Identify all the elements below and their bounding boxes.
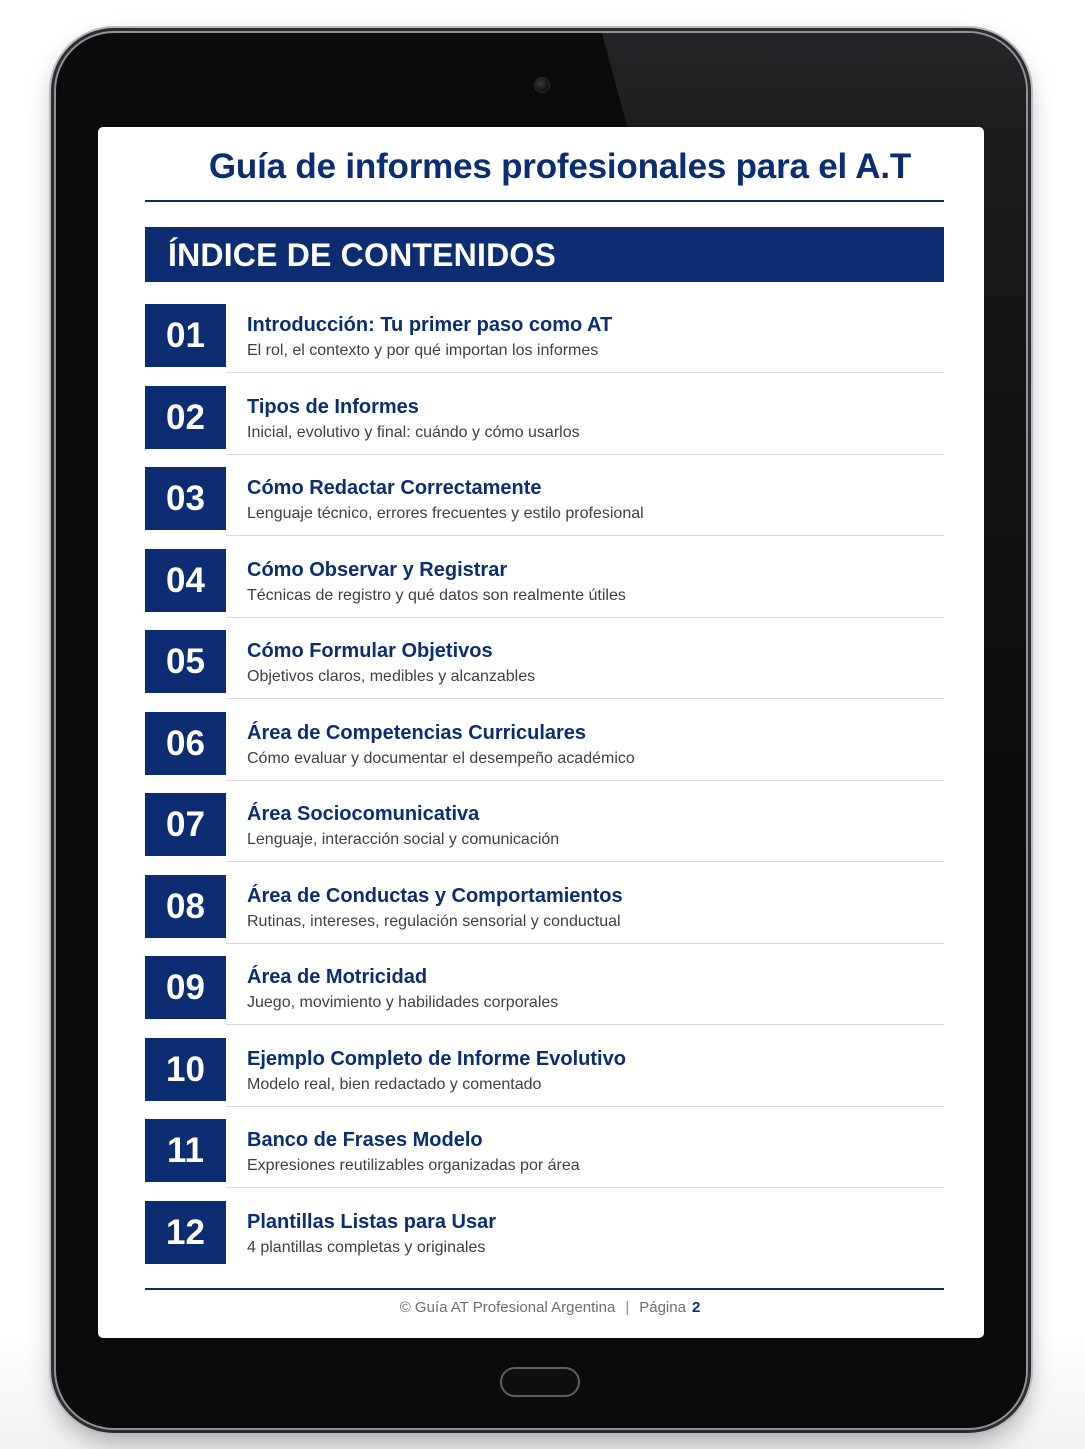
toc-number: 06	[145, 712, 226, 775]
toc-subtitle: Objetivos claros, medibles y alcanzables	[247, 668, 536, 685]
toc-subtitle: Inicial, evolutivo y final: cuándo y cómo usarlos	[247, 424, 580, 441]
row-divider	[226, 861, 944, 862]
tablet-screen[interactable]	[98, 127, 984, 1338]
toc-title[interactable]: Banco de Frases Modelo	[247, 1129, 483, 1151]
toc-title[interactable]: Cómo Redactar Correctamente	[247, 477, 542, 499]
toc-subtitle: Lenguaje técnico, errores frecuentes y estilo profesional	[247, 505, 644, 522]
toc-title[interactable]: Área Sociocomunicativa	[247, 803, 480, 825]
section-heading: ÍNDICE DE CONTENIDOS	[168, 237, 557, 273]
toc-item-09[interactable]	[145, 956, 944, 1020]
toc-subtitle: Cómo evaluar y documentar el desempeño académico	[247, 750, 635, 767]
row-divider	[226, 698, 944, 699]
toc-title[interactable]: Cómo Observar y Registrar	[247, 559, 508, 581]
toc-subtitle: 4 plantillas completas y originales	[247, 1239, 486, 1256]
toc-number: 10	[145, 1038, 226, 1101]
toc-title[interactable]: Ejemplo Completo de Informe Evolutivo	[247, 1048, 626, 1070]
tablet-frame	[56, 33, 1026, 1428]
home-button-icon[interactable]	[500, 1367, 580, 1397]
toc-title[interactable]: Cómo Formular Objetivos	[247, 640, 493, 662]
toc-item-04[interactable]	[145, 549, 944, 613]
row-divider	[226, 1187, 944, 1188]
toc-title[interactable]: Área de Conductas y Comportamientos	[247, 885, 623, 907]
toc-subtitle: Lenguaje, interacción social y comunicación	[247, 831, 560, 848]
toc-number: 09	[145, 956, 226, 1019]
toc-number: 12	[145, 1201, 226, 1264]
toc-number: 05	[145, 630, 226, 693]
section-banner	[145, 227, 944, 282]
toc-title[interactable]: Área de Competencias Curriculares	[247, 722, 587, 744]
front-camera-icon	[534, 77, 550, 93]
row-divider	[226, 943, 944, 944]
toc-item-11[interactable]	[145, 1119, 944, 1183]
page-footer	[98, 1299, 984, 1316]
toc-title[interactable]: Introducción: Tu primer paso como AT	[247, 314, 613, 336]
footer-page-label: Página	[639, 1299, 686, 1316]
toc-title[interactable]: Tipos de Informes	[247, 396, 419, 418]
toc-subtitle: Expresiones reutilizables organizadas por área	[247, 1157, 580, 1174]
toc-item-03[interactable]	[145, 467, 944, 531]
toc-number: 08	[145, 875, 226, 938]
toc-item-12[interactable]	[145, 1201, 944, 1265]
row-divider	[226, 1024, 944, 1025]
toc-item-01[interactable]	[145, 304, 944, 368]
row-divider	[226, 535, 944, 536]
footer-page-number: 2	[691, 1299, 701, 1316]
row-divider	[226, 617, 944, 618]
document-title: Guía de informes profesionales para el A.T	[208, 147, 912, 186]
toc-number: 02	[145, 386, 226, 449]
toc-number: 04	[145, 549, 226, 612]
toc-number: 01	[145, 304, 226, 367]
toc-item-05[interactable]	[145, 630, 944, 694]
footer-separator: |	[625, 1299, 630, 1316]
row-divider	[226, 372, 944, 373]
toc-subtitle: Técnicas de registro y qué datos son realmente útiles	[247, 587, 626, 604]
toc-number: 07	[145, 793, 226, 856]
toc-item-07[interactable]	[145, 793, 944, 857]
toc-number: 11	[145, 1119, 226, 1182]
row-divider	[226, 1106, 944, 1107]
toc-subtitle: Juego, movimiento y habilidades corporales	[247, 994, 559, 1011]
toc-item-02[interactable]	[145, 386, 944, 450]
toc-item-08[interactable]	[145, 875, 944, 939]
toc-title[interactable]: Área de Motricidad	[247, 966, 428, 988]
toc-item-10[interactable]	[145, 1038, 944, 1102]
row-divider	[226, 780, 944, 781]
toc-number: 03	[145, 467, 226, 530]
toc-item-06[interactable]	[145, 712, 944, 776]
title-divider	[145, 200, 944, 202]
toc-subtitle: Rutinas, intereses, regulación sensorial y conductual	[247, 913, 621, 930]
toc-subtitle: Modelo real, bien redactado y comentado	[247, 1076, 542, 1093]
toc-subtitle: El rol, el contexto y por qué importan los informes	[247, 342, 599, 359]
footer-copyright: © Guía AT Profesional Argentina	[399, 1299, 616, 1316]
toc-title[interactable]: Plantillas Listas para Usar	[247, 1211, 497, 1233]
footer-divider	[145, 1288, 944, 1290]
row-divider	[226, 454, 944, 455]
